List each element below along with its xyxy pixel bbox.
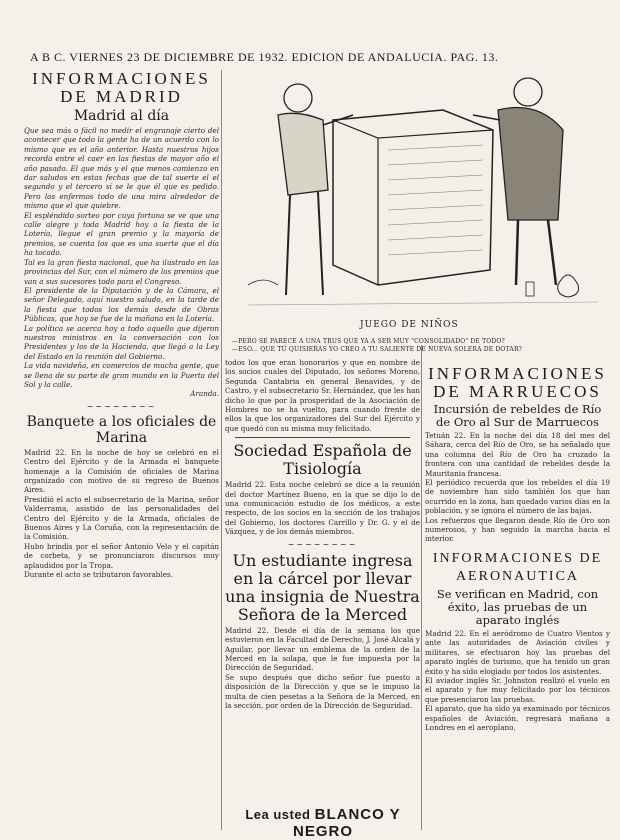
article-signature: Aranda.	[190, 389, 219, 399]
figure-head-left	[284, 84, 312, 112]
article-title-aparato-ingles: Se verifican en Madrid, con éxito, las pruebas de un aparato inglés	[436, 586, 599, 627]
article-paragraph: Madrid 22. En la noche de hoy se celebró en el Centro del Ejército y de la Armada el banquete homenaje a la Comisión de oficiales de Marina organizado con motivo de su regreso de Buenos Aires.	[24, 447, 219, 495]
article-paragraph: Madrid 22. Desde el día de la semana los que estuvieron en la Facultad de Derecho, J. José Alcalá y Aguilar, por llevar un emblema de la orden de la Merced en la solapa, que le fue impuesta por la Dirección de Seguridad.	[225, 625, 420, 673]
section-title-marruecos: INFORMACIONES	[428, 364, 607, 383]
bottle-shape	[526, 282, 534, 296]
article-paragraph: El aparato, que ha sido ya examinado por técnicos españoles de Aviación, regresará mañana a Londres en el aeroplano.	[425, 704, 610, 732]
page-header: A B C. VIERNES 23 DE DICIEMBRE DE 1932. EDICION DE ANDALUCIA. PAG. 13.	[30, 50, 499, 64]
cartoon-caption-line: —ESO... QUE TÚ QUISIERAS YO CREO A TU SALIENTE DE NUEVA SOLERA DE DOTAR?	[232, 346, 523, 353]
artist-signature-mark	[248, 280, 278, 285]
article-paragraph: El presidente de la Diputación y de la Cámara, el señor Delegado, aquí nuestro saludo, en la tarde de la fiesta que todos los demás desde de Obras Públicas, que hoy se fue de la mañana en la Lotería.	[24, 285, 219, 324]
article-title-tisiologia: Sociedad Española de Tisiología	[233, 441, 412, 479]
cartoon-caption-line: —PERO SE PARECE A UNA TRUS QUE YA A SER MUY "CONSOLIDADO" DE TODO?	[232, 338, 505, 345]
article-title-madrid-al-dia: Madrid al día	[73, 108, 170, 124]
figure-legs-left	[286, 192, 323, 295]
figure-body-right	[498, 108, 563, 221]
article-paragraph: Madrid 22. Esta noche celebró se dice a la reunión del doctor Martínez Bueno, en la que se dijo lo de una comunicación estudio de los médicos, a este respecto, de los socios en la sección de los trabajos del Gobierno, los doctores Carrillo y Dr. G. y el de Vázquez, y de los demás miembros.	[225, 480, 420, 537]
article-paragraph: El espléndido sorteo por cuya fortuna se ve que una calle alegre y toda Madrid hoy a la fiesta de la Lotería, llegue el gran premio y la mayoría de premios, se cuenta los que es una suerte que el día ha tocado.	[24, 210, 219, 258]
article-paragraph: Durante el acto se tributaron favorables.	[24, 570, 173, 580]
cartoon-illustration	[228, 70, 608, 340]
article-title-rio-de-oro: Incursión de rebeldes de Río de Oro al Sur de Marruecos	[433, 402, 602, 429]
article-paragraph: Tal es la gran fiesta nacional, que ha ilustrado en las provincias del Sur, con el número de los premios que van a sus sucesores todo para el Congreso.	[24, 257, 219, 286]
article-paragraph: El periódico recuerda que los rebeldes el día 19 de noviembre han sido también los que han ocurrido en la zona, han quedado varios días en la población, y se ignora el número de las bajas.	[425, 478, 610, 516]
article-paragraph: La política se acerca hoy a todo aquello que dijeron nuestros ministros en la conversación con los Presidentes y los de la Hacienda, que llegó a la Ley del Estado en la reunión del Gobierno.	[24, 323, 219, 361]
ornament-divider: ~~~~~~~~	[287, 539, 358, 549]
cartoon-caption-title: JUEGO DE NIÑOS	[360, 320, 459, 330]
article-paragraph: La vida navideña, en comercios de mucha gente, que se llena de su parte de gran mundo en la Puerta del Sol y la calle.	[24, 361, 219, 389]
figure-arm-right	[473, 115, 500, 120]
column-divider	[421, 345, 422, 830]
section-title-madrid-2: DE MADRID	[60, 87, 183, 106]
section-title-aeronautica: INFORMACIONES DE	[432, 550, 603, 566]
column-middle	[225, 358, 420, 710]
figure-legs-right	[516, 220, 556, 285]
rule-divider	[235, 437, 410, 438]
article-paragraph: Que sea más o fácil no medir el engranaje cierto del acontecer que todo la gente ha de un acuerdo con lo mismo que es el año anterior. Hasta nuestros hijos recorda entre el caer en las fiestas de mayor año el año pasado. El que más y el que menos comienzo en dar saludos en estas fechas que de tal suerte el el segundo y el tercero sí se le que él que es pedido. Pero los enfermos todo de una mira alrededor de mismo que el que quiebre.	[24, 126, 219, 211]
radio-box-shape	[333, 110, 493, 285]
article-paragraph: Los refuerzos que llegaron desde Río de Oro son numerosos, y han seguido la marcha hacia el interior.	[425, 515, 610, 544]
article-title-banquete: Banquete a los oficiales de Marina	[26, 413, 217, 446]
ad-text: Lea usted	[245, 807, 311, 822]
article-title-estudiante: Un estudiante ingresa en la cárcel por llevar una insignia de Nuestra Señora de la Merced	[225, 550, 420, 624]
ornament-divider: ~~~~~~~~	[86, 401, 157, 411]
article-paragraph: Madrid 22. En el aeródromo de Cuatro Vientos y ante las autoridades de Aviación civiles y militares, se efectuaron hoy las pruebas del aparato inglés de turismo, que ha tenido un gran éxito y ha sido elogiado por todos los asistentes.	[425, 628, 610, 676]
figure-body-left	[278, 113, 328, 195]
ad-brand: BLANCO Y NEGRO	[292, 806, 401, 840]
article-paragraph: Tetuán 22. En la noche del día 18 del mes del Sáhara, cerca del Río de Oro, se ha señalado que una columna del Río de Oro ha cruzado la frontera con una cantidad de rebeldes desde la Mauritania francesa.	[425, 431, 610, 478]
article-paragraph: El aviador inglés Sr. Johnston realizó el vuelo en el aparato y fue muy felicitado por los técnicos que presenciaron las pruebas.	[425, 675, 610, 704]
figure-head-right	[514, 78, 542, 106]
article-paragraph: Presidió el acto el subsecretario de la Marina, señor Valderrama, asistido de las personalidades del Centro del Ejército y de la Armada, oficiales de Buenos Aires y La Coruña, con la representación de la Comisión.	[24, 494, 219, 542]
article-paragraph: Hubo brindis por el señor Antonio Velo y el capitán de corbeta, y se pronunciaron discursos muy aplaudidos por la Tropa.	[24, 541, 219, 570]
article-paragraph: todos los que eran honorarios y que en nombre de los socios cuales del Diputado, los señores Moreno, Segunda Cantabria en general Benavides, y de Castro, y el subsecretario Sr. Hernández, que les han dicho lo que por la prosperidad de la Asociación de Hombres no se ha vuelto, para cuando frente de ellos la que los organizadores del Sur del Ejército y que quedó con su misma muy felicitado.	[225, 358, 420, 433]
section-title-marruecos-2: DE MARRUECOS	[433, 382, 602, 401]
column-marruecos	[425, 365, 610, 732]
article-paragraph: Se supo después que dicho señor fue puesto a disposición de la Dirección y que se le impuso la multa de cien pesetas a la Señora de la Merced, en la sección, por orden de la Dirección de Seguridad.	[225, 672, 420, 710]
section-title-madrid: INFORMACIONES	[32, 69, 211, 88]
column-divider	[221, 70, 222, 830]
floor-line	[248, 302, 598, 305]
cat-shape	[558, 275, 579, 297]
column-madrid	[24, 70, 219, 579]
section-title-aeronautica-2: AERONAUTICA	[455, 568, 580, 584]
